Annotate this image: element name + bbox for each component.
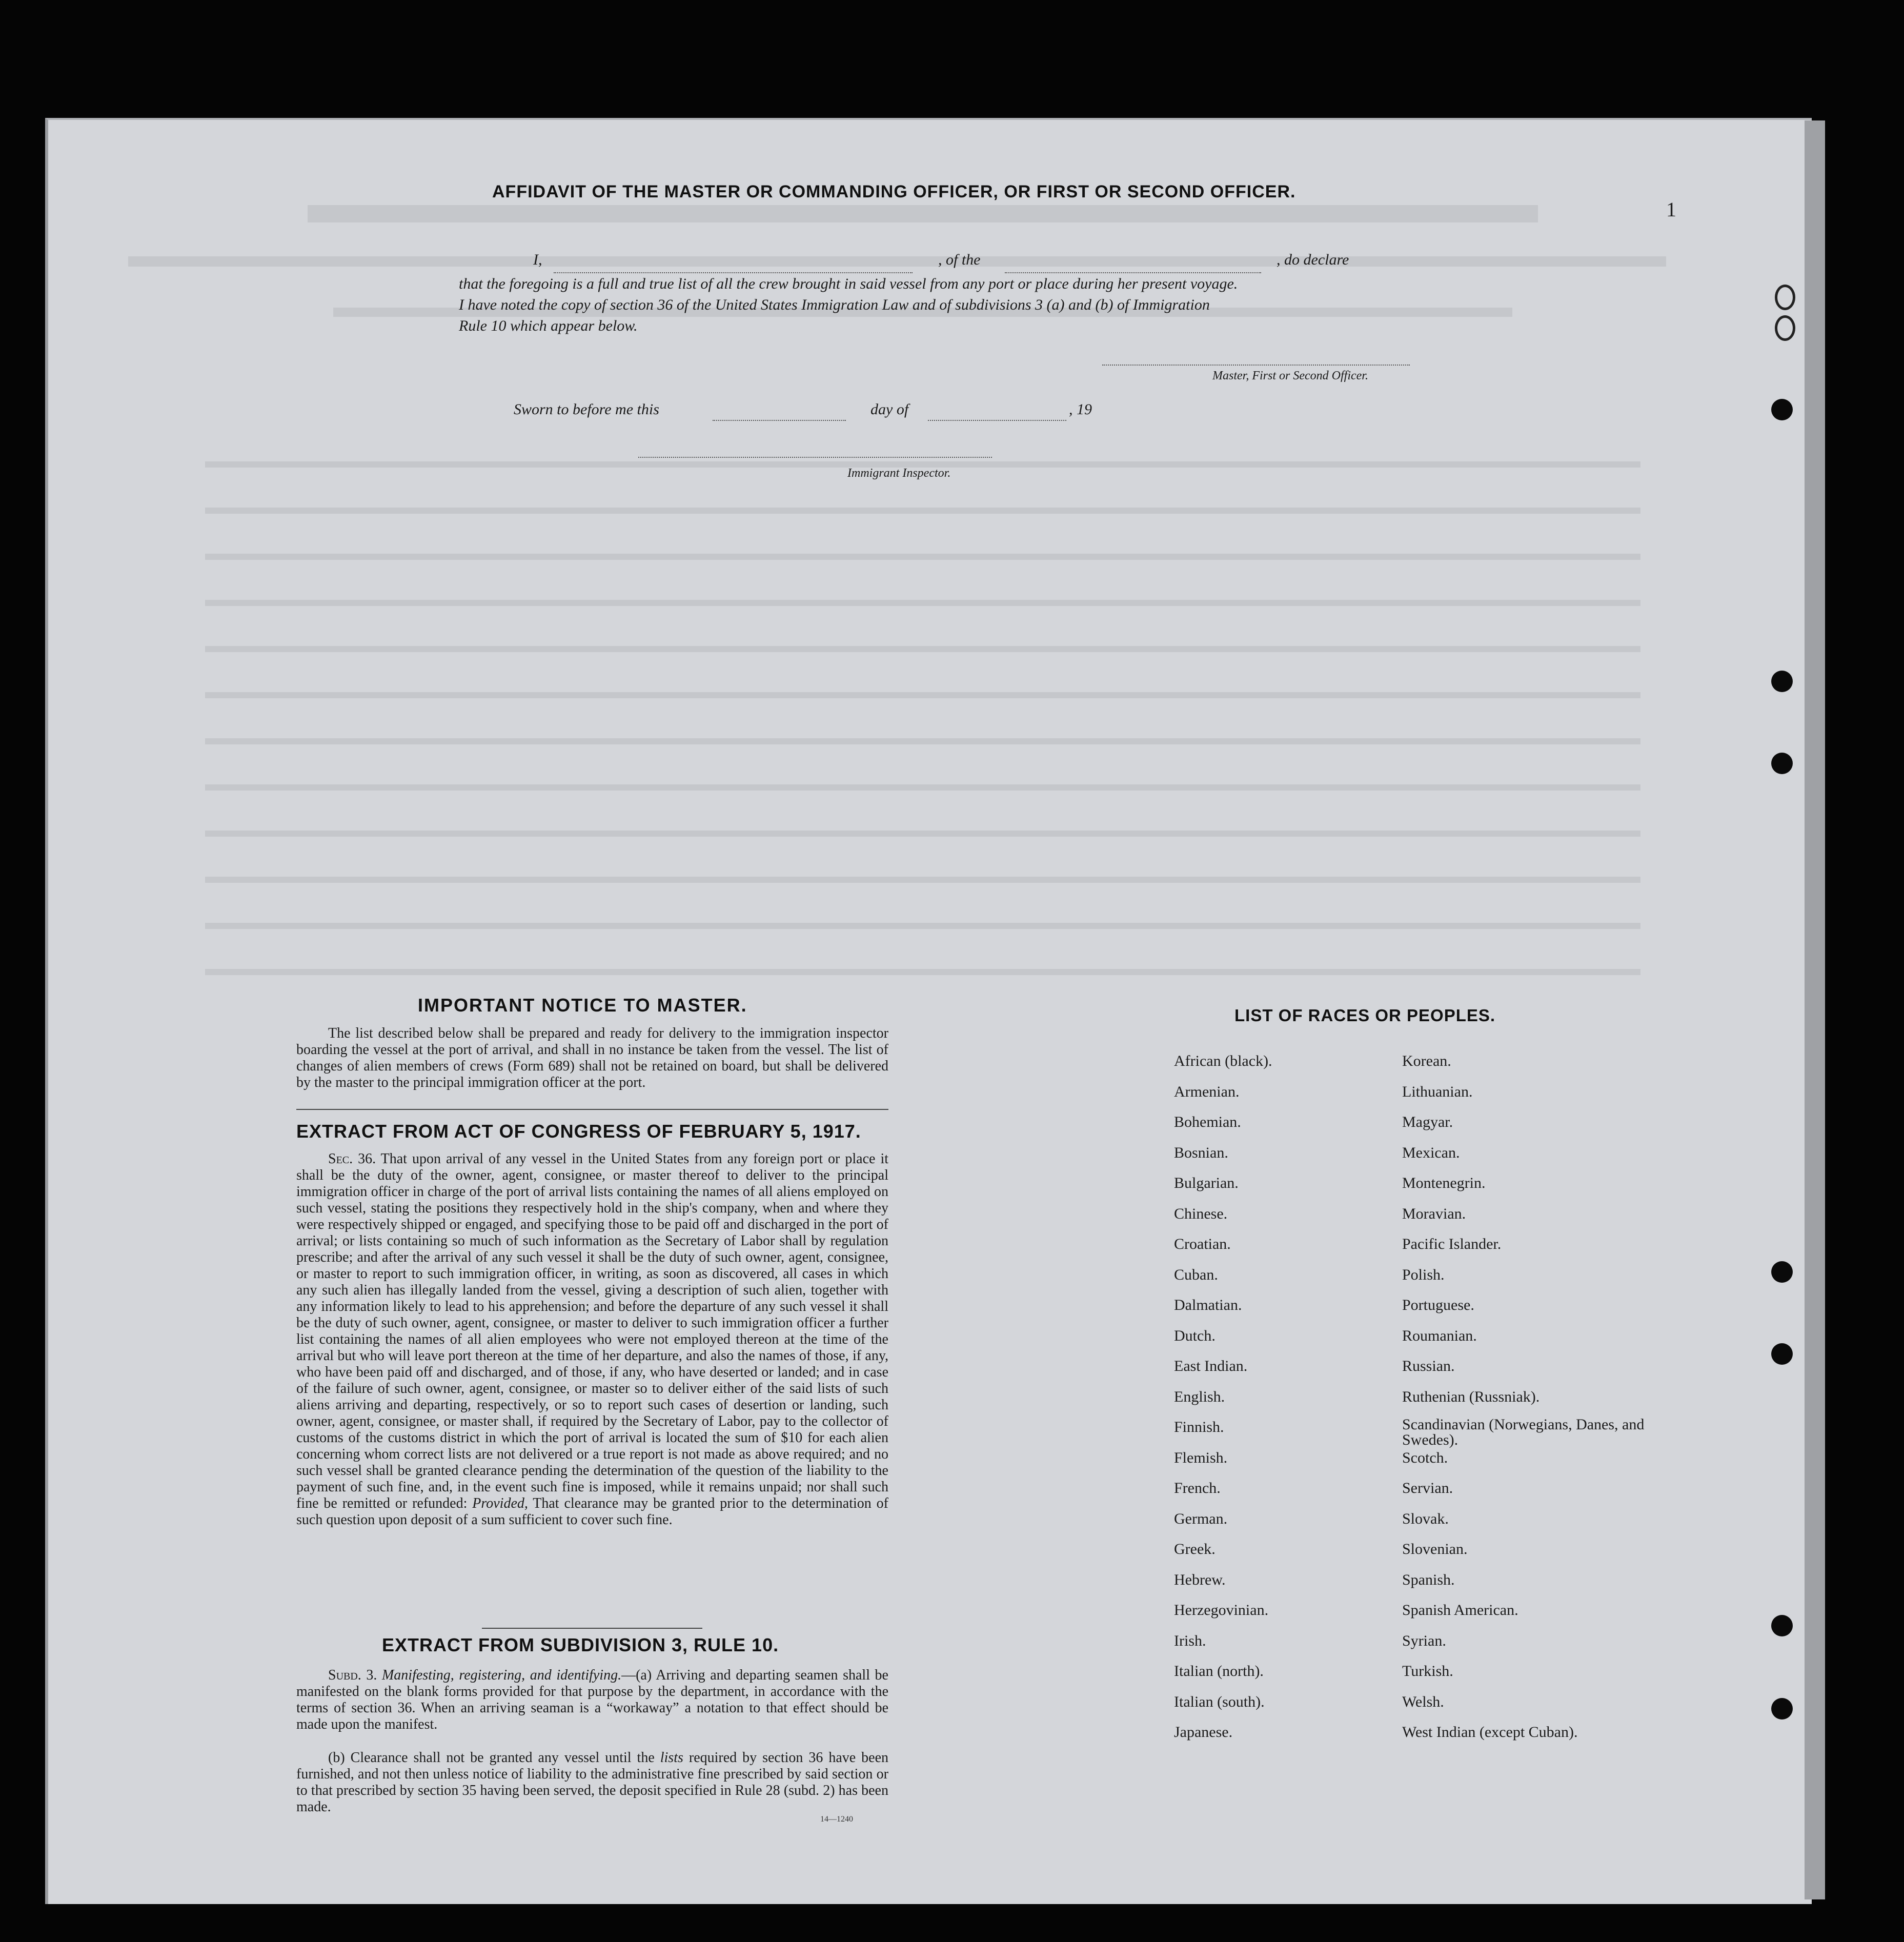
race-list-item: Spanish. (1402, 1571, 1455, 1588)
binder-ring-hole (1775, 315, 1795, 341)
race-list-item: Italian (south). (1174, 1693, 1265, 1710)
race-list-item: English. (1174, 1388, 1225, 1405)
race-list-item: Chinese. (1174, 1205, 1228, 1222)
page-edge (1805, 120, 1825, 1899)
race-list-item: Spanish American. (1402, 1602, 1518, 1619)
race-list-item: Roumanian. (1402, 1327, 1477, 1344)
rule10-para-b-start: Clearance shall not be granted any vessel until the (350, 1750, 655, 1766)
race-list-item: Finnish. (1174, 1419, 1224, 1435)
race-list-item: East Indian. (1174, 1358, 1248, 1374)
act-body-end: That clearance may be granted prior to the determination of such question upon deposit of a sum sufficient to cover such fine. (296, 1495, 888, 1528)
races-column-1 (1174, 1046, 1389, 1748)
section-divider (482, 1628, 702, 1629)
race-list-item: Moravian. (1402, 1205, 1466, 1222)
vessel-name-blank[interactable] (1005, 267, 1271, 276)
bleed-through-texture (51, 195, 1743, 1015)
rule10-para-b-end: required by section 36 have been furnished, and not then unless notice of liability to the administrative fine prescribed by said section or to that prescribed by section 35 having been served, the deposit specified in Rule 28 (subd. 2) has been made. (296, 1750, 889, 1815)
race-list-item: Dutch. (1174, 1327, 1216, 1344)
punch-hole (1771, 1343, 1793, 1365)
race-list-item: Dalmatian. (1174, 1297, 1242, 1313)
punch-hole (1771, 1615, 1793, 1636)
rule10-para-a-text: Arriving and departing seamen shall be manifested on the blank forms provided for that purpose by the department, in accordance with the terms of section 36. When an arriving seaman is a “workaway” a notation to that effect should be made upon the manifest. (296, 1667, 888, 1732)
race-list-item: Scandinavian (Norwegians, Danes, and Swedes). (1402, 1416, 1645, 1448)
sworn-prefix: Sworn to before me this (514, 401, 659, 418)
race-list-item: Armenian. (1174, 1083, 1240, 1100)
race-list-item: Syrian. (1402, 1632, 1446, 1649)
race-list-item: Russian. (1402, 1358, 1455, 1374)
rule10-para-b-lists: lists (660, 1750, 683, 1766)
act-provided: Provided, (472, 1495, 528, 1511)
races-column-2 (1402, 1046, 1669, 1748)
act-section-label: Sec. 36. (328, 1151, 376, 1167)
inspector-signature-label: Immigrant Inspector. (847, 467, 951, 480)
affidavit-line-3: I have noted the copy of section 36 of the United States Immigration Law and of subdivisions 3 (a) and (b) of Immigration (459, 296, 1210, 313)
master-signature-label: Master, First or Second Officer. (1212, 369, 1368, 382)
act-text (296, 1151, 888, 1528)
master-signature-blank[interactable] (1102, 359, 1410, 368)
race-list-item: Korean. (1402, 1053, 1451, 1069)
inspector-signature-blank[interactable] (638, 451, 997, 460)
race-list-item: Montenegrin. (1402, 1175, 1486, 1191)
punch-hole (1771, 671, 1793, 692)
race-list-item: Turkish. (1402, 1663, 1453, 1680)
affidavit-of-the: , of the (938, 251, 981, 268)
race-list-item: Hebrew. (1174, 1571, 1226, 1588)
race-list-item: Mexican. (1402, 1144, 1460, 1161)
affidavit-do-declare: , do declare (1277, 251, 1349, 268)
notice-title: IMPORTANT NOTICE TO MASTER. (418, 995, 747, 1016)
race-list-item: Bulgarian. (1174, 1175, 1239, 1191)
affidavit-line-4: Rule 10 which appear below. (459, 317, 638, 334)
punch-hole (1771, 1261, 1793, 1283)
rule10-subd-label: Subd. 3. (328, 1667, 377, 1683)
race-list-item: Welsh. (1402, 1693, 1444, 1710)
race-list-item: Slovenian. (1402, 1541, 1468, 1557)
notice-text: The list described below shall be prepared and ready for delivery to the immigration inspector boarding the vessel at the port of arrival, and shall in no instance be taken from the vessel. The list of changes of alien members of crews (Form 689) shall not be retained on board, but shall be delivered by the master to the principal immigration officer at the port. (296, 1025, 888, 1090)
race-list-item: Polish. (1402, 1266, 1445, 1283)
affidavit-title: AFFIDAVIT OF THE MASTER OR COMMANDING OFFICER, OR FIRST OR SECOND OFFICER. (492, 182, 1296, 201)
sworn-year: , 19 (1069, 401, 1092, 418)
race-list-item: Portuguese. (1402, 1297, 1474, 1313)
race-list-item: Greek. (1174, 1541, 1216, 1557)
master-name-blank[interactable] (554, 267, 923, 276)
race-list-item: Bohemian. (1174, 1114, 1241, 1130)
act-body: That upon arrival of any vessel in the United States from any foreign port or place it shall be the duty of the owner, agent, consignee, or master thereof to deliver to the principal immigration officer in charge of the port of arrival lists containing the names of all aliens employed on such vessel, stating the positions they respectively hold in the ship's company, when and where they were respectively shipped or engaged, and specifying those to be paid off and discharged in the port of arrival; or lists containing so much of such information as the Secretary of Labor shall by regulation prescribe; and after the arrival of any such vessel it shall be the duty of such owner, agent, consignee, or master to report to such immigration officer, in writing, as soon as discovered, all cases in which any such alien has illegally landed from the vessel, giving a description of such alien, together with any information likely to lead to his apprehension; and before the departure of any such vessel it shall be the duty of such owner, agent, consignee, or master to deliver to such immigration officer a further list containing the names of all alien employees who were not employed thereon at the time of the arrival but who will leave port thereon at the time of her departure, and also the names of those, if any, who have been paid off and discharged, and of those, if any, who have deserted or landed; and in case of the failure of such owner, agent, consignee, or master so to deliver either of the said lists of such aliens arriving and departing, respectively, or so to report such cases of desertion or landing, such owner, agent, consignee, or master shall, if required by the Secretary of Labor, pay to the collector of customs of the customs district in which the port of arrival is located the sum of $10 for each alien concerning whom correct lists are not delivered or a true report is not made as above required; and no such vessel shall be granted clearance pending the determination of the question of the liability to the payment of such fine, and, in the event such fine is imposed, while it remains unpaid; nor shall such fine be remitted or refunded: (296, 1151, 889, 1511)
punch-hole (1771, 1698, 1793, 1720)
punch-hole (1771, 399, 1793, 420)
race-list-item: Servian. (1402, 1480, 1453, 1496)
race-list-item: Cuban. (1174, 1266, 1218, 1283)
rule10-title: EXTRACT FROM SUBDIVISION 3, RULE 10. (382, 1634, 779, 1655)
binder-ring-hole (1775, 285, 1795, 310)
page-mark: 1 (1666, 198, 1676, 221)
act-title: EXTRACT FROM ACT OF CONGRESS OF FEBRUARY 5, 1917. (296, 1121, 861, 1142)
sworn-month-blank[interactable] (928, 414, 1071, 423)
race-list-item: Italian (north). (1174, 1663, 1264, 1680)
rule10-para-a-marker: —(a) (621, 1667, 652, 1683)
race-list-item: Pacific Islander. (1402, 1236, 1502, 1252)
race-list-item: Croatian. (1174, 1236, 1231, 1252)
race-list-item: Scotch. (1402, 1449, 1448, 1466)
race-list-item: Japanese. (1174, 1724, 1233, 1741)
race-list-item: Ruthenian (Russniak). (1402, 1388, 1540, 1405)
race-list-item: Slovak. (1402, 1510, 1449, 1527)
rule10-para-b-marker: (b) (328, 1750, 345, 1766)
race-list-item: Irish. (1174, 1632, 1206, 1649)
race-list-item: Magyar. (1402, 1114, 1453, 1130)
race-list-item: Herzegovinian. (1174, 1602, 1269, 1619)
sworn-day-of: day of (870, 401, 909, 418)
rule10-para-a (296, 1667, 888, 1733)
affidavit-line-2: that the foregoing is a full and true list of all the crew brought in said vessel from any port or place during her present voyage. (459, 275, 1238, 292)
race-list-item: Bosnian. (1174, 1144, 1228, 1161)
rule10-para-b (296, 1750, 888, 1815)
section-divider (296, 1109, 888, 1110)
race-list-item: African (black). (1174, 1053, 1272, 1069)
race-list-item: Lithuanian. (1402, 1083, 1473, 1100)
punch-hole (1771, 753, 1793, 774)
rule10-subd-heading: Manifesting, registering, and identifying. (381, 1667, 622, 1683)
sworn-day-blank[interactable] (713, 414, 856, 423)
race-list-item: French. (1174, 1480, 1221, 1496)
affidavit-lead-i: I, (533, 251, 542, 268)
race-list-item: West Indian (except Cuban). (1402, 1724, 1578, 1741)
race-list-item: German. (1174, 1510, 1228, 1527)
races-title: LIST OF RACES OR PEOPLES. (1234, 1006, 1496, 1025)
race-list-item: Flemish. (1174, 1449, 1228, 1466)
form-number: 14—1240 (820, 1815, 853, 1824)
